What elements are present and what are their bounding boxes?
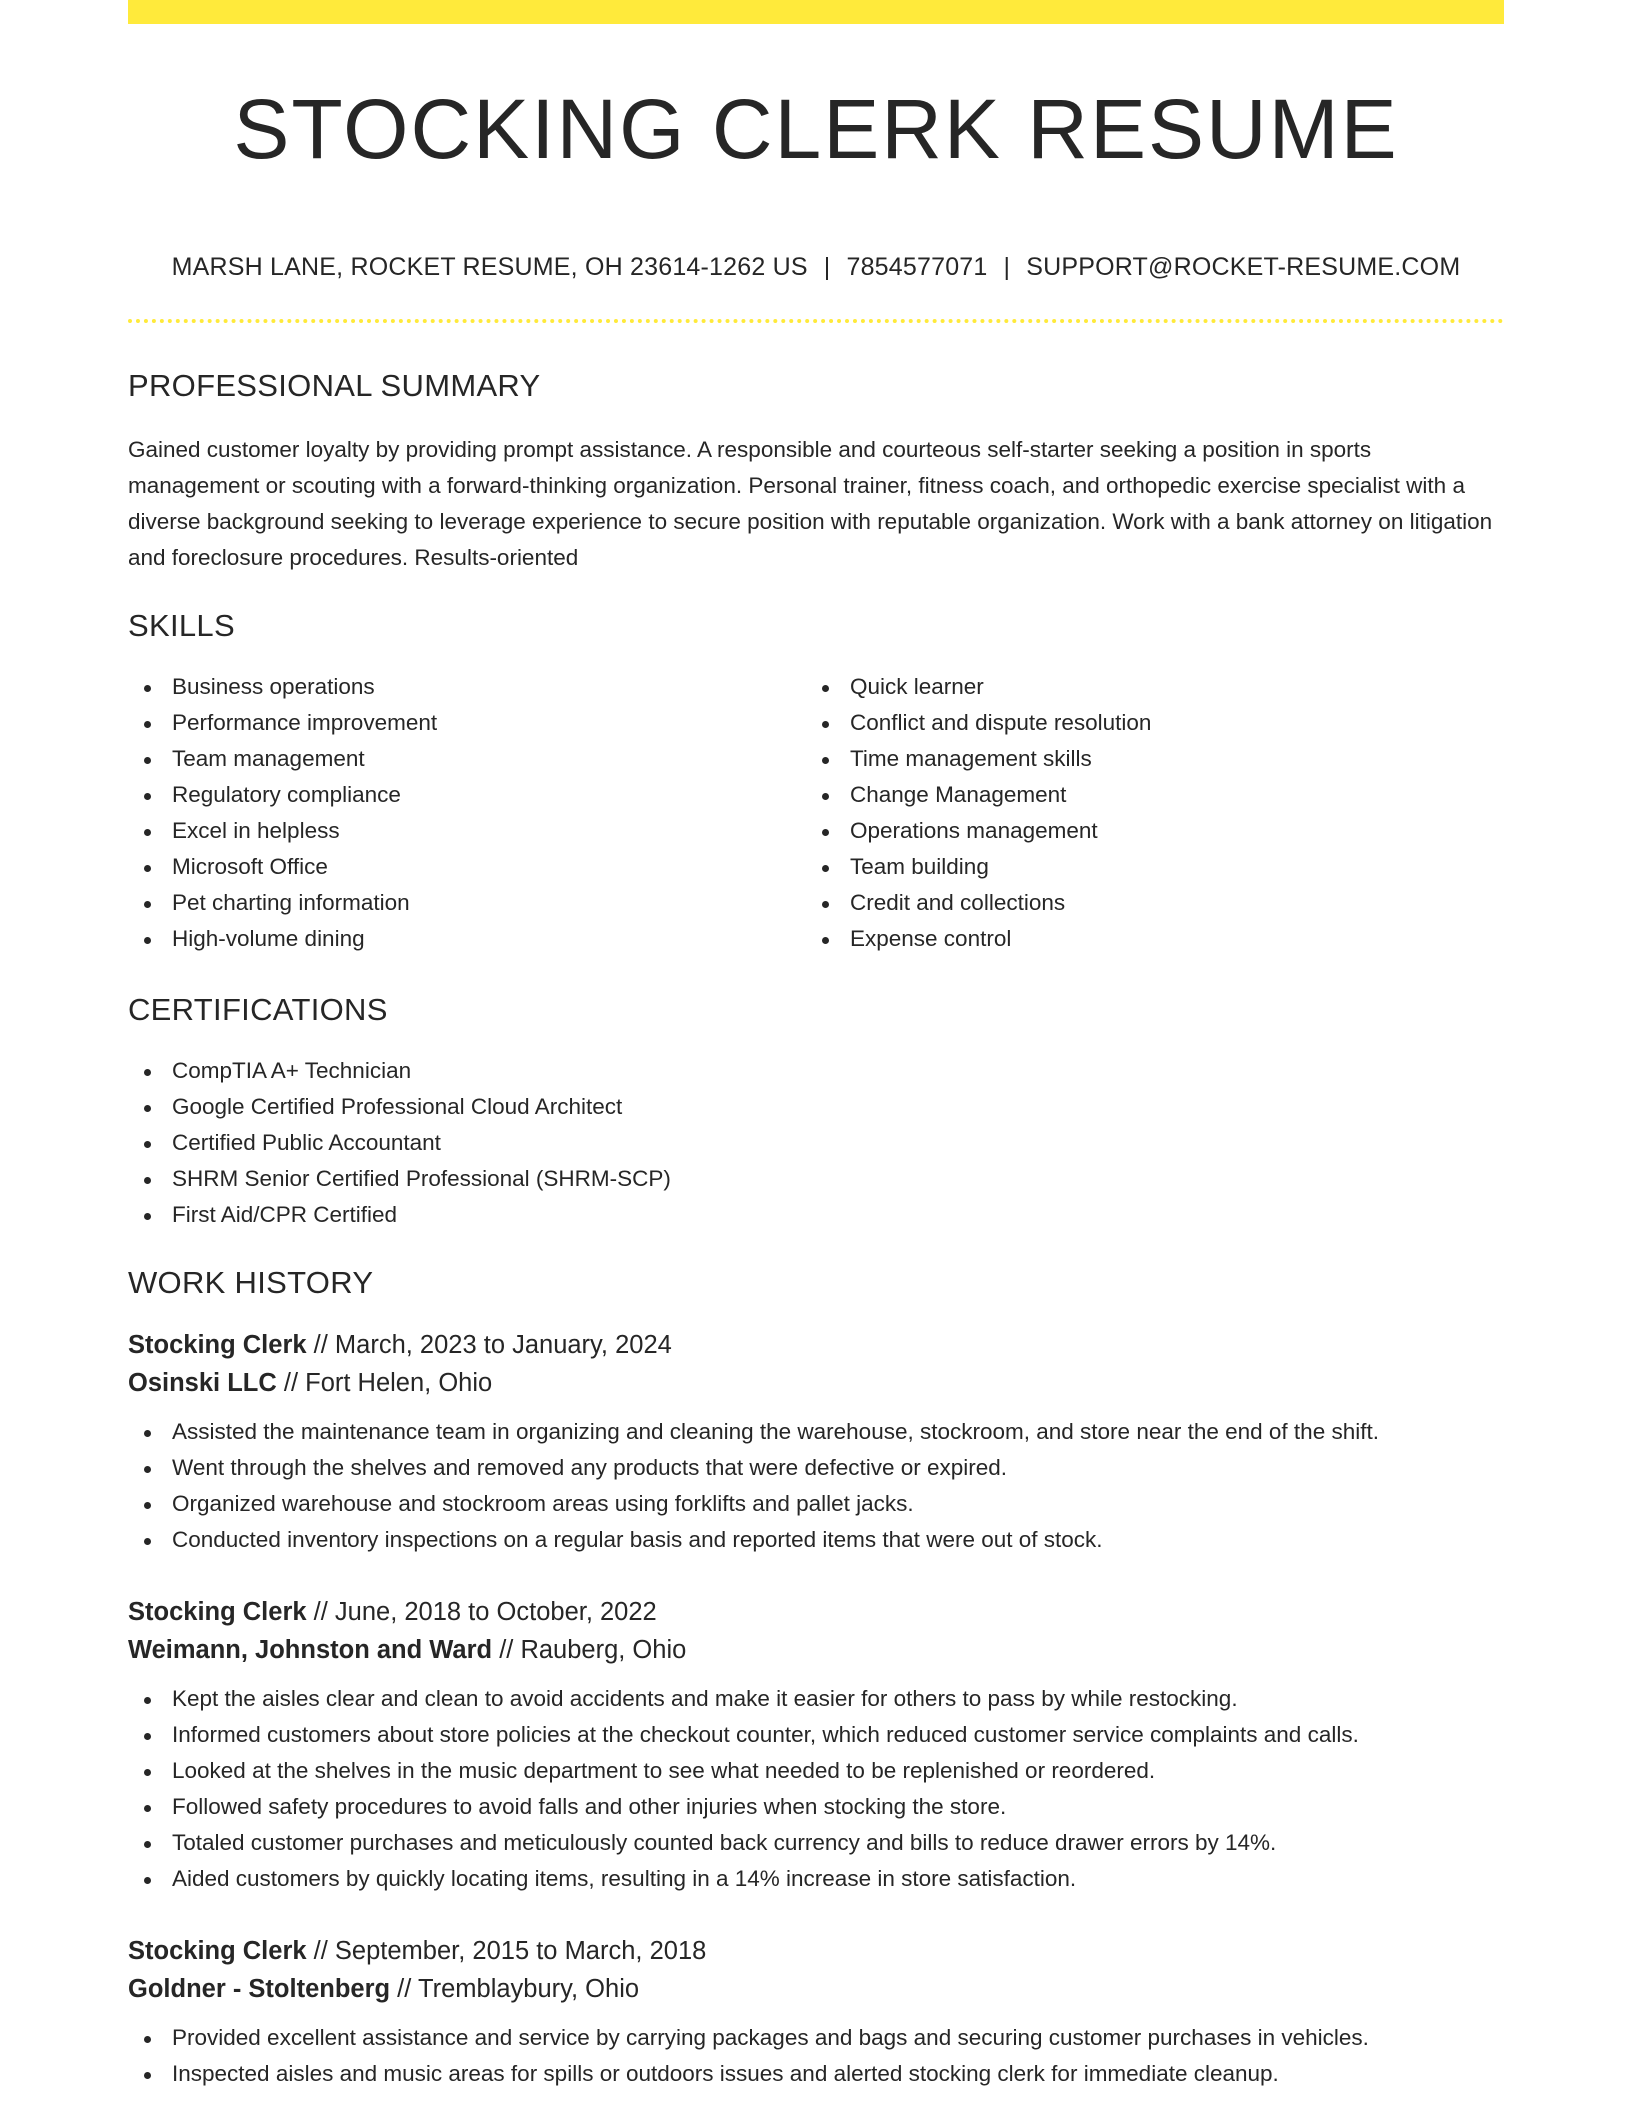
job-bullet: Looked at the shelves in the music department to see what needed to be replenished or reordered.	[128, 1753, 1504, 1789]
certifications-section	[128, 992, 1504, 1233]
skill-item: Change Management	[806, 777, 1484, 813]
contact-separator: |	[823, 253, 831, 281]
skills-list-right	[806, 669, 1484, 957]
summary-section	[128, 368, 1504, 576]
job-bullet: Inspected aisles and music areas for spills or outdoors issues and alerted stocking clerk for immediate cleanup.	[128, 2056, 1504, 2092]
skill-item: Operations management	[806, 813, 1484, 849]
certification-item: Certified Public Accountant	[128, 1125, 1504, 1161]
job-bullet: Assisted the maintenance team in organizing and cleaning the warehouse, stockroom, and store near the end of the shift.	[128, 1414, 1504, 1450]
job-location: // Fort Helen, Ohio	[276, 1369, 493, 1397]
job-bullet: Organized warehouse and stockroom areas using forklifts and pallet jacks.	[128, 1486, 1504, 1522]
job-bullet: Aided customers by quickly locating items, resulting in a 14% increase in store satisfaction.	[128, 1861, 1504, 1897]
job-company-line	[128, 1364, 1504, 1402]
job-location: // Tremblaybury, Ohio	[390, 1975, 640, 2003]
skills-list-left	[128, 669, 806, 957]
job-bullet: Totaled customer purchases and meticulously counted back currency and bills to reduce drawer errors by 14%.	[128, 1825, 1504, 1861]
job-bullet: Informed customers about store policies at the checkout counter, which reduced customer service complaints and calls.	[128, 1717, 1504, 1753]
skills-section	[128, 608, 1504, 957]
skill-item: Conflict and dispute resolution	[806, 705, 1484, 741]
dotted-divider	[128, 319, 1504, 323]
job-company-line	[128, 1631, 1504, 1669]
resume-title: STOCKING CLERK RESUME	[233, 82, 1399, 176]
certification-item: Google Certified Professional Cloud Architect	[128, 1089, 1504, 1125]
job-dates: // March, 2023 to January, 2024	[306, 1331, 672, 1359]
certifications-heading: CERTIFICATIONS	[128, 992, 388, 1027]
job-role: Stocking Clerk	[128, 1331, 307, 1359]
job-title-line	[128, 1326, 1504, 1364]
job-bullet: Followed safety procedures to avoid falls and other injuries when stocking the store.	[128, 1789, 1504, 1825]
job-entry	[128, 1932, 1504, 2092]
skill-item: Excel in helpless	[128, 813, 806, 849]
job-dates: // September, 2015 to March, 2018	[306, 1937, 707, 1965]
resume-page	[128, 0, 1504, 2092]
contact-line	[128, 252, 1504, 282]
job-dates: // June, 2018 to October, 2022	[306, 1598, 657, 1626]
skill-item: Performance improvement	[128, 705, 806, 741]
skill-item: Team building	[806, 849, 1484, 885]
accent-top-bar	[128, 0, 1504, 24]
job-company: Weimann, Johnston and Ward	[128, 1636, 493, 1664]
work-history-section	[128, 1265, 1504, 2092]
job-location: // Rauberg, Ohio	[492, 1636, 687, 1664]
job-company: Goldner - Stoltenberg	[128, 1975, 391, 2003]
skill-item: Time management skills	[806, 741, 1484, 777]
certifications-list	[128, 1053, 1504, 1233]
job-entry	[128, 1326, 1504, 1558]
contact-email: SUPPORT@ROCKET-RESUME.COM	[1026, 253, 1461, 281]
job-bullet: Kept the aisles clear and clean to avoid accidents and make it easier for others to pass by while restocking.	[128, 1681, 1504, 1717]
contact-separator: |	[1003, 253, 1011, 281]
skills-heading: SKILLS	[128, 608, 235, 643]
job-company: Osinski LLC	[128, 1369, 277, 1397]
skill-item: Quick learner	[806, 669, 1484, 705]
skill-item: Microsoft Office	[128, 849, 806, 885]
job-bullet: Went through the shelves and removed any products that were defective or expired.	[128, 1450, 1504, 1486]
skill-item: Credit and collections	[806, 885, 1484, 921]
skills-grid	[128, 669, 1504, 957]
certification-item: SHRM Senior Certified Professional (SHRM-SCP)	[128, 1161, 1504, 1197]
job-title-line	[128, 1593, 1504, 1631]
job-company-line	[128, 1970, 1504, 2008]
job-bullet-list	[128, 1681, 1504, 1897]
skill-item: Team management	[128, 741, 806, 777]
summary-heading: PROFESSIONAL SUMMARY	[128, 368, 541, 403]
skill-item: Expense control	[806, 921, 1484, 957]
skill-item: Pet charting information	[128, 885, 806, 921]
skill-item: High-volume dining	[128, 921, 806, 957]
job-bullet: Provided excellent assistance and service by carrying packages and bags and securing customer purchases in vehicles.	[128, 2020, 1504, 2056]
job-bullet-list	[128, 1414, 1504, 1558]
summary-text: Gained customer loyalty by providing prompt assistance. A responsible and courteous self-starter seeking a position in sports management or scouting with a forward-thinking organization. Personal trainer, fitness coach, and orthopedic exercise specialist with a diverse background seeking to leverage experience to secure position with reputable organization. Work with a bank attorney on litigation and foreclosure procedures. Results-oriented	[128, 437, 1493, 570]
work-history-heading: WORK HISTORY	[128, 1265, 374, 1300]
job-bullet-list	[128, 2020, 1504, 2092]
job-entry	[128, 1593, 1504, 1897]
contact-phone: 7854577071	[846, 253, 988, 281]
certification-item: CompTIA A+ Technician	[128, 1053, 1504, 1089]
skill-item: Regulatory compliance	[128, 777, 806, 813]
skill-item: Business operations	[128, 669, 806, 705]
contact-address: MARSH LANE, ROCKET RESUME, OH 23614-1262 US	[171, 253, 808, 281]
job-bullet: Conducted inventory inspections on a regular basis and reported items that were out of stock.	[128, 1522, 1504, 1558]
job-role: Stocking Clerk	[128, 1937, 307, 1965]
job-title-line	[128, 1932, 1504, 1970]
job-role: Stocking Clerk	[128, 1598, 307, 1626]
certification-item: First Aid/CPR Certified	[128, 1197, 1504, 1233]
